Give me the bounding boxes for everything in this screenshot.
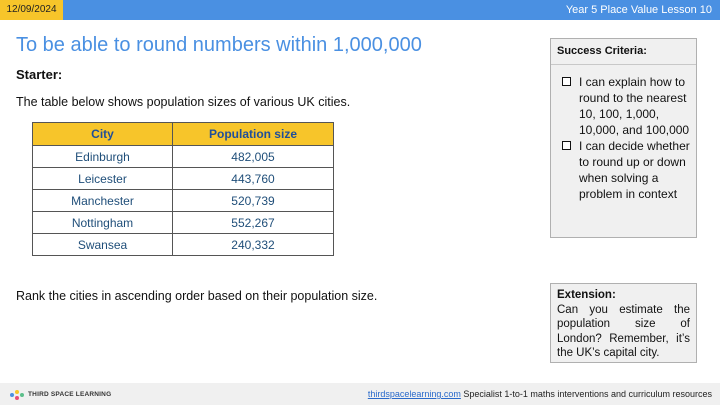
population-cell: 443,760 [173, 168, 334, 190]
extension-box [550, 283, 697, 363]
table-row [33, 190, 334, 212]
population-cell: 552,267 [173, 212, 334, 234]
logo-dot [20, 393, 24, 397]
population-cell: 482,005 [173, 146, 334, 168]
city-cell: Nottingham [33, 212, 173, 234]
intro-text: The table below shows population sizes of various UK cities. [16, 95, 351, 109]
date-badge: 12/09/2024 [0, 0, 63, 20]
lesson-title: Year 5 Place Value Lesson 10 [565, 4, 712, 16]
logo-dot [15, 390, 19, 394]
success-criteria-box [550, 38, 697, 238]
population-table [32, 122, 334, 256]
table-row [33, 212, 334, 234]
logo-dot [10, 393, 14, 397]
header-city: City [33, 123, 173, 146]
table-row [33, 234, 334, 256]
table-row [33, 146, 334, 168]
starter-label: Starter: [16, 67, 63, 82]
criteria-item [557, 74, 690, 138]
checkbox-icon [562, 77, 571, 86]
header-population: Population size [173, 123, 334, 146]
criteria-text: I can explain how to round to the nearest 10, 100, 1,000, 10,000, and 100,000 [579, 75, 690, 137]
top-bar [0, 0, 720, 20]
footer-tagline: Specialist 1-to-1 maths interventions and curriculum resources [463, 389, 712, 399]
extension-text: Can you estimate the population size of London? Remember, it’s the UK’s capital city. [557, 303, 690, 359]
footer [0, 383, 720, 405]
city-cell: Leicester [33, 168, 173, 190]
extension-heading: Extension: [557, 289, 616, 301]
rank-task-text: Rank the cities in ascending order based on their population size. [16, 289, 378, 303]
table-row [33, 168, 334, 190]
success-criteria-heading: Success Criteria: [551, 43, 696, 65]
logo-text: THIRD SPACE LEARNING [28, 391, 112, 398]
website-link[interactable]: thirdspacelearning.com [367, 389, 461, 399]
footer-text [368, 383, 712, 405]
logo-dot [15, 396, 19, 400]
criteria-text: I can decide whether to round up or down when solving a problem in context [579, 139, 690, 201]
logo-dots-icon [10, 390, 24, 400]
population-cell: 240,332 [173, 234, 334, 256]
city-cell: Edinburgh [33, 146, 173, 168]
table-header-row [33, 123, 334, 146]
page-title: To be able to round numbers within 1,000,000 [16, 34, 422, 56]
criteria-item [557, 138, 690, 202]
city-cell: Manchester [33, 190, 173, 212]
third-space-learning-logo [10, 389, 111, 400]
checkbox-icon [562, 141, 571, 150]
population-cell: 520,739 [173, 190, 334, 212]
city-cell: Swansea [33, 234, 173, 256]
